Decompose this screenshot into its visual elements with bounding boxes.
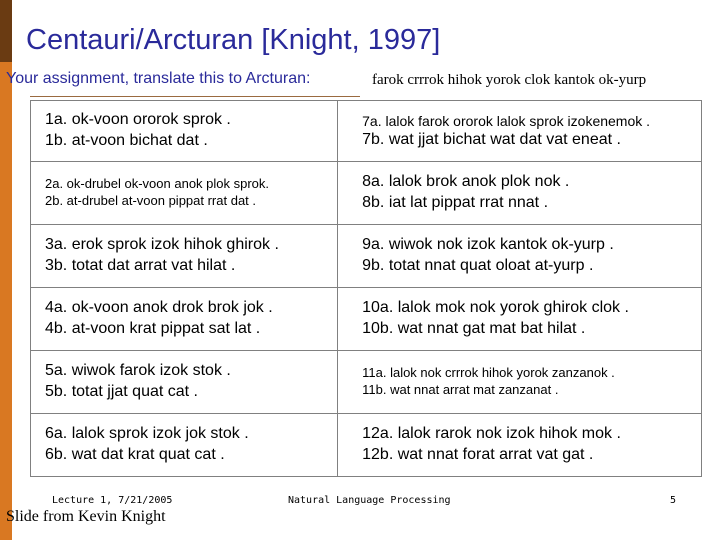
sentence-line: 6a. lalok sprok izok jok stok . <box>45 425 249 443</box>
table-row <box>31 101 702 162</box>
table-row <box>31 414 702 477</box>
slide-credit: Slide from Kevin Knight <box>6 508 166 525</box>
table-row <box>31 288 702 351</box>
sentence-line: 1b. at-voon bichat dat . <box>45 132 208 149</box>
sentence-line: 12b. wat nnat forat arrat vat gat . <box>362 446 594 463</box>
corpus-table <box>30 100 702 477</box>
sentence-line: 9b. totat nnat quat oloat at-yurp . <box>362 257 594 274</box>
sentence-line: 8a. lalok brok anok plok nok . <box>362 173 570 191</box>
slide-title: Centauri/Arcturan [Knight, 1997] <box>26 24 441 56</box>
sentence-line: 7a. lalok farok ororok lalok sprok izokenemok . <box>362 112 651 129</box>
sentence-line: 6b. wat dat krat quat cat . <box>45 446 225 463</box>
table-row <box>31 162 702 225</box>
accent-bar-dark <box>0 0 12 62</box>
table-cell <box>338 162 702 225</box>
sentence-line: 4b. at-voon krat pippat sat lat . <box>45 320 261 337</box>
title-divider <box>30 96 360 97</box>
sentence-line: 5b. totat jjat quat cat . <box>45 383 198 400</box>
sentence-line: 10a. lalok mok nok yorok ghirok clok . <box>362 299 629 317</box>
footer-course: Natural Language Processing <box>288 495 451 506</box>
table-cell <box>31 225 338 288</box>
sentence-line: 3b. totat dat arrat vat hilat . <box>45 257 236 274</box>
table-row <box>31 351 702 414</box>
sentence-line: 7b. wat jjat bichat wat dat vat eneat . <box>362 130 621 148</box>
page-number: 5 <box>670 495 677 506</box>
table-cell <box>338 101 702 162</box>
table-cell <box>31 351 338 414</box>
sentence-line: 3a. erok sprok izok hihok ghirok . <box>45 236 279 254</box>
sentence-line: 1a. ok-voon ororok sprok . <box>45 111 231 129</box>
table-cell <box>31 162 338 225</box>
table-row <box>31 225 702 288</box>
sentence-line: 8b. iat lat pippat rrat nnat . <box>362 194 549 211</box>
table-cell <box>338 288 702 351</box>
sentence-line: 11a. lalok nok crrrok hihok yorok zanzanok . <box>362 365 615 381</box>
assignment-text: Your assignment, translate this to Arcturan: <box>6 70 311 87</box>
sentence-line: 9a. wiwok nok izok kantok ok-yurp . <box>362 236 614 254</box>
footer-lecture: Lecture 1, 7/21/2005 <box>52 495 173 506</box>
sentence-line: 5a. wiwok farok izok stok . <box>45 362 231 380</box>
sentence-to-translate: farok crrrok hihok yorok clok kantok ok-yurp <box>372 72 647 88</box>
sentence-line: 2b. at-drubel at-voon pippat rrat dat . <box>45 193 257 208</box>
table-cell <box>31 288 338 351</box>
accent-bar-orange <box>0 62 12 540</box>
table-cell <box>31 414 338 477</box>
sentence-line: 4a. ok-voon anok drok brok jok . <box>45 299 273 317</box>
table-cell <box>338 351 702 414</box>
sentence-line: 2a. ok-drubel ok-voon anok plok sprok. <box>45 176 270 192</box>
table-cell <box>338 414 702 477</box>
table-cell <box>338 225 702 288</box>
table-cell <box>31 101 338 162</box>
sentence-line: 10b. wat nnat gat mat bat hilat . <box>362 320 586 337</box>
sentence-line: 11b. wat nnat arrat mat zanzanat . <box>362 382 559 397</box>
sentence-line: 12a. lalok rarok nok izok hihok mok . <box>362 425 621 443</box>
